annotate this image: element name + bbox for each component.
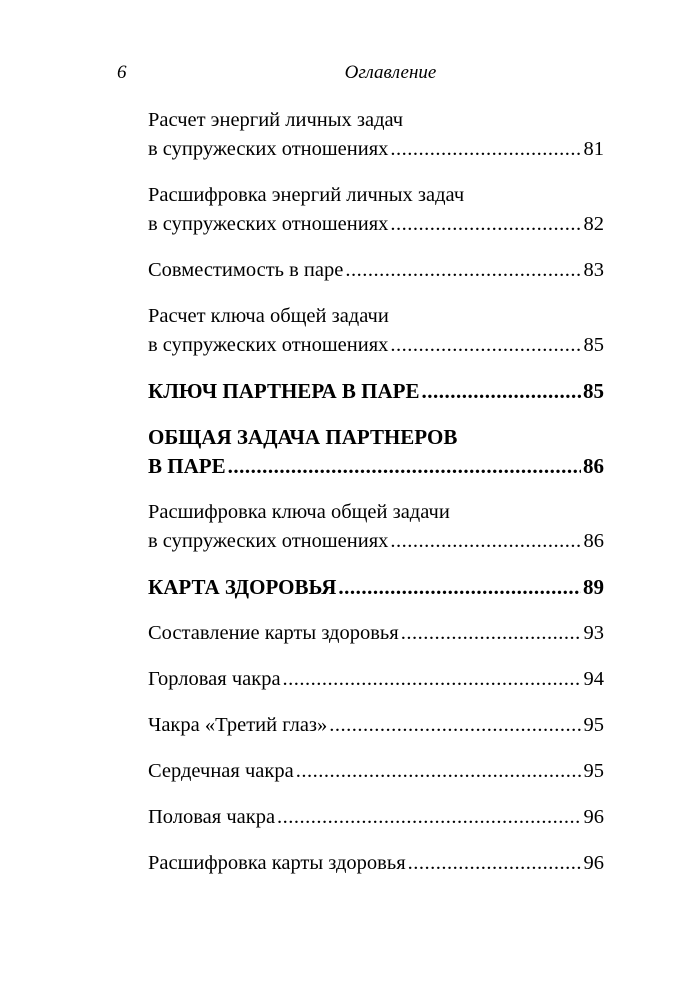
running-head: Оглавление bbox=[344, 62, 437, 83]
toc-entry[interactable] bbox=[148, 498, 604, 556]
toc-entry-page: 83 bbox=[583, 259, 604, 281]
toc-entry[interactable] bbox=[148, 181, 604, 239]
dot-leader bbox=[408, 849, 582, 878]
toc-entry-title-line1: Расшифровка энергий личных задач bbox=[148, 184, 465, 206]
toc-entry[interactable] bbox=[148, 619, 604, 648]
dot-leader bbox=[345, 256, 581, 285]
toc-entry[interactable] bbox=[148, 711, 604, 740]
toc-entry-title-line2: в супружеских отношениях bbox=[148, 530, 389, 552]
toc-entry-page: 93 bbox=[583, 622, 604, 644]
dot-leader bbox=[283, 665, 582, 694]
toc-entry-title: Расшифровка карты здоровья bbox=[148, 852, 406, 874]
dot-leader bbox=[338, 573, 581, 602]
dot-leader bbox=[390, 210, 581, 239]
toc-entry-section[interactable] bbox=[148, 423, 604, 481]
toc-entry-page: 94 bbox=[583, 668, 604, 690]
page-number: 6 bbox=[117, 62, 127, 83]
toc-entry-page: 85 bbox=[583, 334, 604, 356]
dot-leader bbox=[277, 803, 581, 832]
toc-entry-page: 96 bbox=[583, 806, 604, 828]
toc-entry-title-line1: Расчет энергий личных задач bbox=[148, 109, 404, 131]
dot-leader bbox=[390, 331, 581, 360]
toc-entry-page: 82 bbox=[583, 213, 604, 235]
toc-entry[interactable] bbox=[148, 665, 604, 694]
toc-entry-title-line1: Расчет ключа общей задачи bbox=[148, 305, 389, 327]
toc-entry[interactable] bbox=[148, 803, 604, 832]
toc-entry[interactable] bbox=[148, 302, 604, 360]
toc-entry-page: 89 bbox=[583, 575, 604, 599]
toc-entry-title-line1: Расшифровка ключа общей задачи bbox=[148, 501, 450, 523]
toc-entry[interactable] bbox=[148, 757, 604, 786]
toc-entry-page: 95 bbox=[583, 760, 604, 782]
toc-entry-title: Совместимость в паре bbox=[148, 259, 344, 281]
toc-entry[interactable] bbox=[148, 256, 604, 285]
toc-entry-title-line1: ОБЩАЯ ЗАДАЧА ПАРТНЕРОВ bbox=[148, 425, 458, 449]
toc-entry-title: КАРТА ЗДОРОВЬЯ bbox=[148, 575, 337, 599]
dot-leader bbox=[228, 452, 581, 481]
toc-entry-title: Сердечная чакра bbox=[148, 760, 294, 782]
dot-leader bbox=[329, 711, 581, 740]
toc-entry-title: КЛЮЧ ПАРТНЕРА В ПАРЕ bbox=[148, 379, 420, 403]
toc-entry-title-line2: В ПАРЕ bbox=[148, 454, 226, 478]
toc-entry-section[interactable] bbox=[148, 573, 604, 602]
toc-entry-page: 81 bbox=[583, 138, 604, 160]
dot-leader bbox=[421, 377, 581, 406]
toc-entry-page: 95 bbox=[583, 714, 604, 736]
toc-entry-title-line2: в супружеских отношениях bbox=[148, 213, 389, 235]
dot-leader bbox=[390, 135, 581, 164]
toc-entry-title: Половая чакра bbox=[148, 806, 276, 828]
toc-entry-page: 96 bbox=[583, 852, 604, 874]
toc-entry-title-line2: в супружеских отношениях bbox=[148, 138, 389, 160]
toc-entry-title: Чакра «Третий глаз» bbox=[148, 714, 328, 736]
toc-entry-title: Составление карты здоровья bbox=[148, 622, 399, 644]
dot-leader bbox=[296, 757, 582, 786]
toc-entry-section[interactable] bbox=[148, 377, 604, 406]
toc-entry-title-line2: в супружеских отношениях bbox=[148, 334, 389, 356]
dot-leader bbox=[390, 527, 581, 556]
table-of-contents bbox=[148, 106, 604, 895]
toc-entry-page: 85 bbox=[583, 379, 604, 403]
toc-entry-page: 86 bbox=[583, 530, 604, 552]
toc-entry[interactable] bbox=[148, 849, 604, 878]
toc-entry-page: 86 bbox=[583, 454, 604, 478]
toc-entry-title: Горловая чакра bbox=[148, 668, 281, 690]
dot-leader bbox=[401, 619, 582, 648]
toc-entry[interactable] bbox=[148, 106, 604, 164]
